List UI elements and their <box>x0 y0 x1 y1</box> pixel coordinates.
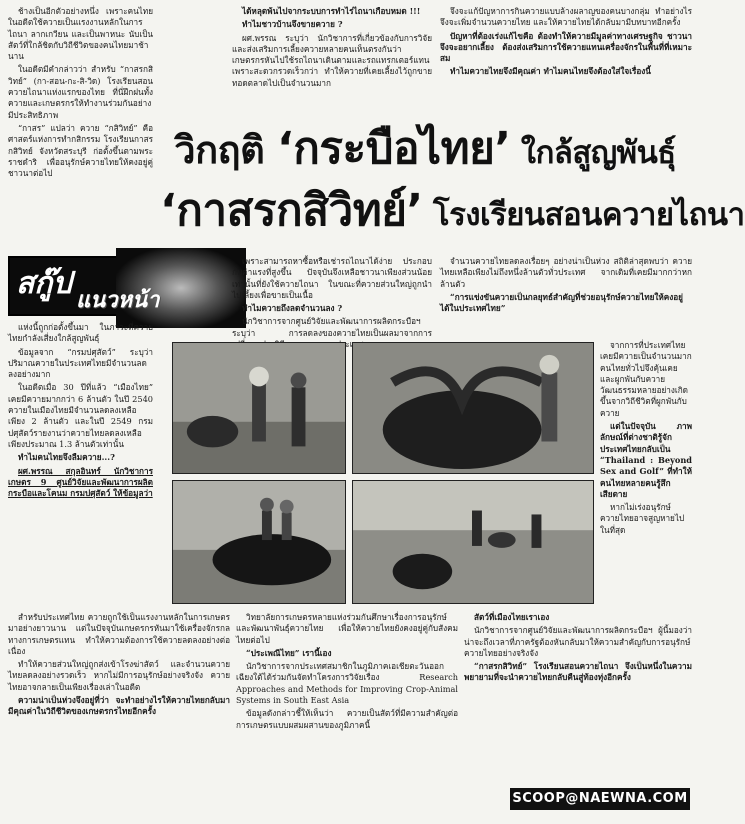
logo-text-naewna: แนวหน้า <box>76 288 160 313</box>
paragraph: ผศ.พรรณ ระบุว่า นักวิชาการที่เกี่ยวข้องกับการวิจัยและส่งเสริมการเลี้ยงควายหลายคนเห็นตรงกันว่า เกษตรกรหันไปใช้รถไถนาเดินตามและรถแทรกเตอร์แทน เพราะสะดวกรวดเร็วกว่า ทำให้ควายที่เคยเลี้ยงไว้ถูกขายทอดตลาดไปเป็นจำนวนมาก <box>232 32 432 88</box>
paragraph: เพราะสามารถหาซื้อหรือเช่ารถไถนาได้ง่าย ประกอบกับค่าแรงที่สูงขึ้น ปัจจุบันจึงเหลือชาวนาเพียงส่วนน้อยเท่านั้นที่ยังใช้ควายไถนา ในขณะที่ควายส่วนใหญ่ถูกนำไปเลี้ยงเพื่อขายเป็นเนื้อ <box>232 256 432 300</box>
paragraph: “กาสรกสิวิทย์” โรงเรียนสอนควายไถนา จึงเป็นหนึ่งในความพยายามที่จะนำควายไทยกลับคืนสู่ท้องทุ่งอีกครั้ง <box>464 661 692 683</box>
paragraph: วิทยาลัยการเกษตรหลายแห่งร่วมกันศึกษาเรื่องการอนุรักษ์และพัฒนาพันธุ์ควายไทย เพื่อให้ควายไทยยังคงอยู่คู่กับสังคมไทยต่อไป <box>236 612 458 645</box>
paragraph: นักวิชาการจากประเทศสมาชิกในภูมิภาคเอเชียตะวันออกเฉียงใต้ได้ร่วมกันจัดทำโครงการวิจัยเรื่อง Research Approaches and Methods for Improving Crop-Animal Systems in South East Asia <box>236 661 458 706</box>
photo-image <box>173 343 345 473</box>
paragraph: ในอดีตมีคำกล่าวว่า สำหรับ “กาสรกสิวิทย์” (กา-สอน-กะ-สิ-วิด) โรงเรียนสอนควายไถนาแห่งแรกของไทย ที่นี่ฝึกฝนทั้งควายและเกษตรกรให้ทำงานร่วมกันอย่างมีประสิทธิภาพ <box>8 64 153 120</box>
paragraph: ทำไมควายไทยจึงมีคุณค่า ทำไมคนไทยจึงต้องใส่ใจเรื่องนี้ <box>450 66 651 77</box>
subheading: ทำไมคนไทยจึงลืมควาย...? <box>18 452 115 463</box>
paragraph: ข้อมูลดังกล่าวชี้ให้เห็นว่า ควายเป็นสัตว์ที่มีความสำคัญต่อการเกษตรแบบผสมผสานของภูมิภาคนี้ <box>236 708 458 730</box>
paragraph: สำหรับประเทศไทย ควายถูกใช้เป็นแรงงานหลักในการเกษตรมาอย่างยาวนาน แต่ในปัจจุบันเกษตรกรหันมาใช้เครื่องจักรกลทางการเกษตรแทน ทำให้ความต้องการใช้ควายลดลงอย่างต่อเนื่อง <box>8 612 230 656</box>
paragraph: ช้างเป็นอีกตัวอย่างหนึ่ง เพราะคนไทยในอดีตใช้ควายเป็นแรงงานหลักในการไถนา ลากเกวียน และเป็นพาหนะ นับเป็นสัตว์ที่ใกล้ชิดกับวิถีชีวิตของคนไทยมาช้านาน <box>8 6 153 62</box>
photo-buffalo-race <box>352 480 594 604</box>
paragraph: แห่งนี้ถูกก่อตั้งขึ้นมา ในภาวะที่ควายไทยกำลังเสี่ยงใกล้สูญพันธุ์ <box>8 322 153 344</box>
headline <box>160 120 745 252</box>
scoop-logo <box>8 256 228 316</box>
photo-children-on-buffalo <box>172 480 346 604</box>
column-mid-right <box>440 256 692 336</box>
column-right-side <box>600 340 692 610</box>
column-bottom-left <box>8 612 230 818</box>
subheading: “ประเพณีไทย” เรานี้เอง <box>246 647 332 658</box>
column-bottom-mid <box>236 612 458 818</box>
headline-line-1 <box>160 120 690 182</box>
paragraph: ในอดีตเมื่อ 30 ปีที่แล้ว “เมืองไทย” เคยมีควายมากกว่า 6 ล้านตัว ในปี 2540 ควายในเมืองไทยมีจำนวนลดลงเหลือเพียง 2 ล้านตัว และในปี 2549 กรมปศุสัตว์รายงานว่าควายไทยลดลงเหลือเพียงประมาณ 1.3 ล้านตัวเท่านั้น <box>8 382 153 449</box>
column-mid-center <box>232 256 432 350</box>
paragraph: ผศ.พรรณ สกุลอินทร์ นักวิชาการเกษตร 9 ศูนย์วิจัยและพัฒนาการผลิตกระบือและโคนม กรมปศุสัตว์ ให้ข้อมูลว่า <box>8 465 153 499</box>
paragraph: “กาสร” แปลว่า ควาย “กสิวิทย์” คือ ศาสตร์แห่งการทำกสิกรรม โรงเรียนกาสรกสิวิทย์ จังหวัดสระบุรี ก่อตั้งขึ้นตามพระราชดำริ เพื่ออนุรักษ์ควายไทยให้คงอยู่คู่ชาวนาต่อไป <box>8 122 153 179</box>
headline-emphasis: ‘กระบือไทย’ <box>277 123 511 174</box>
paragraph: ทำให้ควายส่วนใหญ่ถูกส่งเข้าโรงฆ่าสัตว์ และจำนวนควายไทยลดลงอย่างรวดเร็ว หากไม่มีการอนุรักษ์อย่างจริงจัง ควายไทยอาจกลายเป็นเพียงเรื่องเล่าในอดีต <box>8 659 230 692</box>
headline-part: โรงเรียนสอนควายไถนา <box>422 197 745 233</box>
headline-part: วิกฤติ <box>174 128 278 172</box>
photo-image <box>353 481 593 603</box>
paragraph: สัตว์ที่เมืองไทยเราเอง <box>474 612 550 622</box>
pull-quote: “การแข่งขันควายเป็นกลยุทธ์สำคัญที่ช่วยอนุรักษ์ควายไทยให้คงอยู่ได้ในประเทศไทย” <box>440 291 683 314</box>
paragraph: หากไม่เร่งอนุรักษ์ ควายไทยอาจสูญหายไปในที่สุด <box>600 502 685 535</box>
column-top-right <box>440 6 692 118</box>
headline-line-2 <box>160 182 745 244</box>
paragraph: ปัญหาที่ต้องเร่งแก้ไขคือ ต้องทำให้ควายมีมูลค่าทางเศรษฐกิจ ชาวนาจึงจะอยากเลี้ยง ต้องส่งเสริมการใช้ควายแทนเครื่องจักรในพื้นที่ที่เหมาะสม <box>440 30 692 64</box>
paragraph: จึงจะแก้ปัญหาการกินควายแบบล้างผลาญของคนบางกลุ่ม ทำอย่างไรจึงจะเพิ่มจำนวนควายไทย และให้ควายไทยได้กลับมามีบทบาทอีกครั้ง <box>440 6 692 28</box>
subheading: ทำไมควายถึงลดจำนวนลง ? <box>242 303 343 314</box>
headline-part: ใกล้สูญพันธุ์ <box>510 135 676 171</box>
column-top-mid <box>232 6 432 118</box>
column-top-left <box>8 6 153 250</box>
paragraph: จากการที่ประเทศไทยเคยมีควายเป็นจำนวนมาก คนไทยทั่วไปจึงคุ้นเคยและผูกพันกับควาย วัฒนธรรมหลายอย่างเกิดขึ้นจากวิถีชีวิตที่ผูกพันกับควาย <box>600 340 692 418</box>
photo-image <box>353 343 593 473</box>
paragraph: นักวิชาการจากศูนย์วิจัยและพัฒนาการผลิตกระบือฯ ผู้นี้มองว่า น่าจะถึงเวลาที่ภาครัฐต้องหันกลับมาให้ความสำคัญกับการอนุรักษ์ควายไทยอย่างจริงจัง <box>464 625 692 658</box>
column-left-mid <box>8 322 153 608</box>
photo-image <box>173 481 345 603</box>
paragraph: ความน่าเป็นห่วงจึงอยู่ที่ว่า จะทำอย่างไรให้ควายไทยกลับมามีคุณค่าในวิถีชีวิตของเกษตรกรไทยอีกครั้ง <box>8 695 230 717</box>
paragraph: ได้หลุดพ้นไปจากระบบการทำไร่ไถนาเกือบหมด !!! <box>242 6 421 16</box>
logo-text-scoop: สกู๊ป <box>16 266 72 301</box>
headline-emphasis: ‘กาสรกสิวิทย์’ <box>160 185 423 236</box>
scoop-email-footer: SCOOP@NAEWNA.COM <box>510 788 690 810</box>
photo-buffalo-closeup <box>352 342 594 474</box>
column-bottom-right <box>464 612 692 784</box>
paragraph: แต่ในปัจจุบัน ภาพลักษณ์ที่ต่างชาติรู้จักประเทศไทยกลับเป็น “Thailand : Beyond Sex and Golf” ที่ทำให้คนไทยหลายคนรู้สึกเสียดาย <box>600 421 692 499</box>
paragraph: จำนวนควายไทยลดลงเรื่อยๆ อย่างน่าเป็นห่วง สถิติล่าสุดพบว่า ควายไทยเหลือเพียงไม่ถึงหนึ่งล้านตัวทั่วประเทศ จากเดิมที่เคยมีมากกว่าหกล้านตัว <box>440 256 692 289</box>
photo-farmers-buffalo <box>172 342 346 474</box>
paragraph: ข้อมูลจาก “กรมปศุสัตว์” ระบุว่า ปริมาณควายในประเทศไทยมีจำนวนลดลงอย่างมาก <box>8 346 153 380</box>
subheading: ทำไมชาวบ้านจึงขายควาย ? <box>242 19 343 30</box>
paragraph: นักวิชาการจากศูนย์วิจัยและพัฒนาการผลิตกระบือฯ ระบุว่า การลดลงของควายไทยเป็นผลมาจากการ ะเ <box>232 316 432 350</box>
